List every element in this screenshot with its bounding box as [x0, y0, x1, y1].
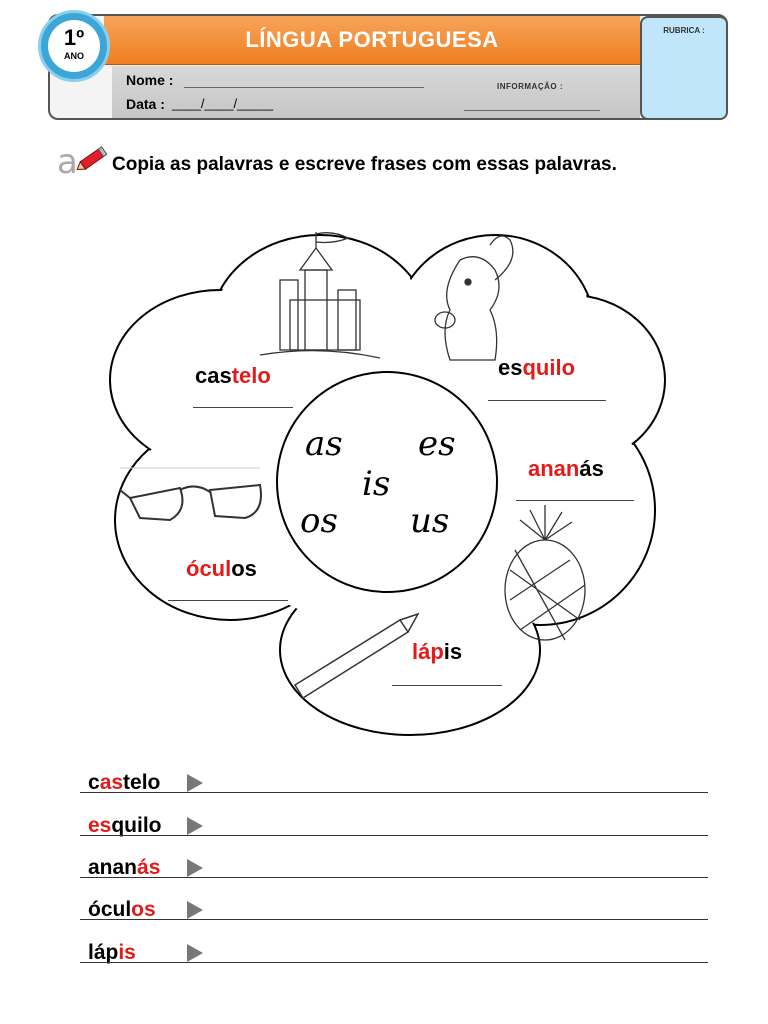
informacao-label: INFORMAÇÃO :: [497, 82, 563, 91]
data-field[interactable]: ____/____/_____: [172, 96, 274, 111]
flower-word-lapis: lápis: [412, 639, 463, 664]
syllable-es: es: [418, 424, 456, 464]
syllable-is: is: [362, 464, 391, 504]
list-line-lapis[interactable]: [80, 962, 708, 963]
list-line-castelo[interactable]: [80, 792, 708, 793]
instruction-text: Copia as palavras e escreve frases com essas palavras.: [112, 154, 617, 175]
syllable-os: os: [300, 501, 338, 541]
arrow-icon: [187, 944, 203, 962]
nome-label: Nome :: [126, 72, 174, 88]
flower-word-castelo: castelo: [195, 363, 271, 388]
flower-word-oculos: óculos: [186, 556, 257, 581]
list-line-esquilo[interactable]: [80, 835, 708, 836]
data-label: Data :: [126, 96, 165, 112]
flower-word-esquilo: esquilo: [498, 355, 576, 380]
list-word-esquilo: esquilo: [88, 814, 162, 837]
arrow-icon: [187, 901, 203, 919]
informacao-field[interactable]: [464, 110, 600, 111]
nome-field[interactable]: [184, 87, 424, 88]
letter-a-icon: a: [57, 142, 78, 182]
syllable-as: as: [305, 424, 343, 464]
flower-word-ananas: ananás: [528, 456, 604, 481]
list-word-castelo: castelo: [88, 771, 161, 794]
arrow-icon: [187, 817, 203, 835]
grade-label: ANO: [64, 51, 84, 61]
list-line-oculos[interactable]: [80, 919, 708, 920]
list-word-ananas: ananás: [88, 856, 161, 879]
grade-number: 1º: [63, 25, 85, 50]
page-title: LÍNGUA PORTUGUESA: [245, 27, 499, 52]
syllable-us: us: [410, 501, 450, 541]
arrow-icon: [187, 859, 203, 877]
flower-line-esquilo[interactable]: [488, 400, 606, 401]
pencil-icon: [76, 144, 110, 174]
flower-line-ananas[interactable]: [516, 500, 634, 501]
rubrica-label: RUBRICA :: [663, 26, 705, 35]
flower-line-oculos[interactable]: [168, 600, 288, 601]
list-word-lapis: lápis: [88, 941, 136, 964]
list-word-oculos: óculos: [88, 898, 156, 921]
arrow-icon: [187, 774, 203, 792]
flower-line-lapis[interactable]: [392, 685, 502, 686]
flower-line-castelo[interactable]: [193, 407, 293, 408]
list-line-ananas[interactable]: [80, 877, 708, 878]
